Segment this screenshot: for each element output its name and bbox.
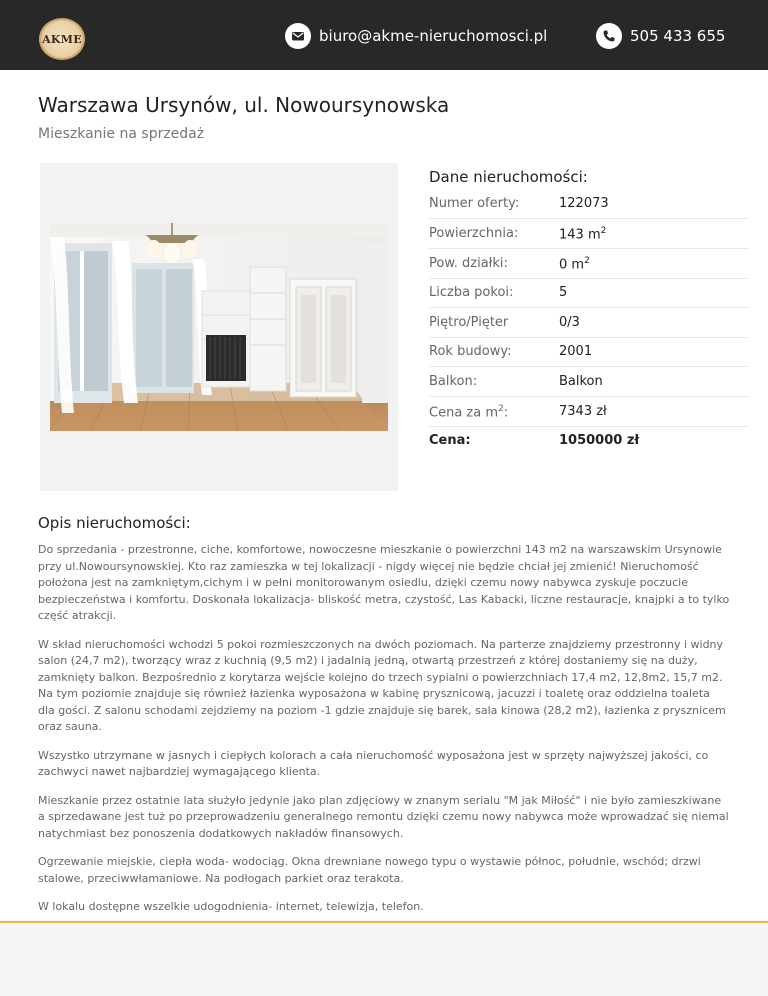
detail-value: 7343 zł <box>559 404 607 419</box>
photo-frame <box>40 163 398 491</box>
detail-row-floor <box>429 308 749 338</box>
email-link[interactable]: biuro@akme-nieruchomosci.pl <box>319 27 548 45</box>
description-paragraph: Ogrzewanie miejskie, ciepła woda- wodociąg. Okna drewniane nowego typu o wystawie północ, południe, wschód; drzwi stalowe, przeciwwłamaniowe. Na podłogach parkiet oraz terakota. <box>38 855 701 885</box>
apartment-photo[interactable] <box>50 223 388 431</box>
detail-label: Balkon: <box>429 374 478 389</box>
phone-icon <box>596 23 622 49</box>
footer-bar <box>0 921 768 996</box>
envelope-icon <box>285 23 311 49</box>
description-heading: Opis nieruchomości: <box>38 514 191 532</box>
phone-contact[interactable] <box>596 24 725 48</box>
detail-value: 0/3 <box>559 315 580 330</box>
listing-subtitle: Mieszkanie na sprzedaż <box>38 126 205 142</box>
detail-label: Rok budowy: <box>429 344 512 359</box>
detail-value: Balkon <box>559 374 603 389</box>
email-contact[interactable] <box>285 24 547 48</box>
details-heading: Dane nieruchomości: <box>429 168 588 186</box>
detail-value: 0 $m^2$ <box>559 256 590 273</box>
detail-row-price-per-m2 <box>429 397 749 427</box>
description-body <box>38 542 730 928</box>
detail-value: 122073 <box>559 196 609 211</box>
detail-row-plot-area <box>429 249 749 279</box>
detail-label: Numer oferty: <box>429 196 520 211</box>
description-paragraph: Do sprzedania - przestronne, ciche, komfortowe, nowoczesne mieszkanie o powierzchni 143 m2 na warszawskim Ursynowie przy ul.Nowoursynowskiej. Kto raz zamieszka w tej lokalizacji - nigdy więcej nie będzie chciał jej zmienić! Nieruchomość położona jest na zamkniętym,cichym i w pełni monitorowanym osiedlu, dzięki czemu nowy nabywca zyskuje poczucie bezpieczeństwa i komfortu. Doskonała lokalizacja- bliskość metra, czystość, Las Kabacki, liczne restauracje, knajpki a to tylko część atrakcji. <box>38 543 730 622</box>
description-paragraph: Wszystko utrzymane w jasnych i ciepłych kolorach a cała nieruchomość wyposażona jest w sprzęty najwyższej jakości, co zachwyci nawet najbardziej wymagającego klienta. <box>38 748 709 778</box>
phone-number[interactable]: 505 433 655 <box>630 27 726 45</box>
detail-row-balcony <box>429 367 749 397</box>
detail-row-price <box>429 426 749 455</box>
detail-label: Liczba pokoi: <box>429 285 514 300</box>
detail-label: Pow. działki: <box>429 256 508 271</box>
detail-label: Cena: <box>429 433 471 448</box>
detail-row-area <box>429 219 749 249</box>
detail-label: Piętro/Pięter <box>429 315 509 330</box>
description-paragraph: W skład nieruchomości wchodzi 5 pokoi rozmieszczonych na dwóch poziomach. Na parterze znajdziemy przestronny i widny salon (24,7 m2), tworzący wraz z kuchnią (9,5 m2) i jadalnią jedną, otwartą przestrzeń z której dostaniemy się na duży, zamknięty balkon. Bezpośrednio z korytarza wejście kolejno do trzech sypialni o powierzchniach 17,4 m2, 12,8m2, 15,7 m2. Na tym poziomie znajduje się również łazienka wyposażona w kabinę prysznicową, jacuzzi i toaletę oraz oddzielna toaleta dla gości. Z salonu schodami zejdziemy na poziom -1 gdzie znajduje się barek, sala kinowa (28,2 m2), łazienka z prysznicem oraz sauna. <box>38 637 726 733</box>
listing-title: Warszawa Ursynów, ul. Nowoursynowska <box>38 93 450 117</box>
detail-value: 143 $m^2$ <box>559 226 607 243</box>
detail-label: Cena za $m^2$: <box>429 404 509 421</box>
detail-value: 2001 <box>559 344 593 359</box>
description-paragraph: Mieszkanie przez ostatnie lata służyło jedynie jako plan zdjęciowy w znanym serialu "M jak Miłość" i nie było zamieszkiwane a sprzedawane jest tuż po przeprowadzeniu generalnego remontu dzięki czemu nowy nabywca może wprowadzać się niemal natychmiast bez ponoszenia dodatkowych nakładów finansowych. <box>38 793 729 840</box>
detail-value: 1050000 zł <box>559 433 640 448</box>
header-bar <box>0 0 768 70</box>
detail-row-rooms <box>429 278 749 308</box>
detail-value: 5 <box>559 285 568 300</box>
description-paragraph: W lokalu dostępne wszelkie udogodnienia- internet, telewizja, telefon. <box>38 900 424 913</box>
detail-label: Powierzchnia: <box>429 226 519 241</box>
detail-row-year-built <box>429 337 749 367</box>
detail-row-offer-number <box>429 189 749 219</box>
logo-text: AKME <box>42 32 82 46</box>
akme-logo[interactable] <box>39 18 85 60</box>
